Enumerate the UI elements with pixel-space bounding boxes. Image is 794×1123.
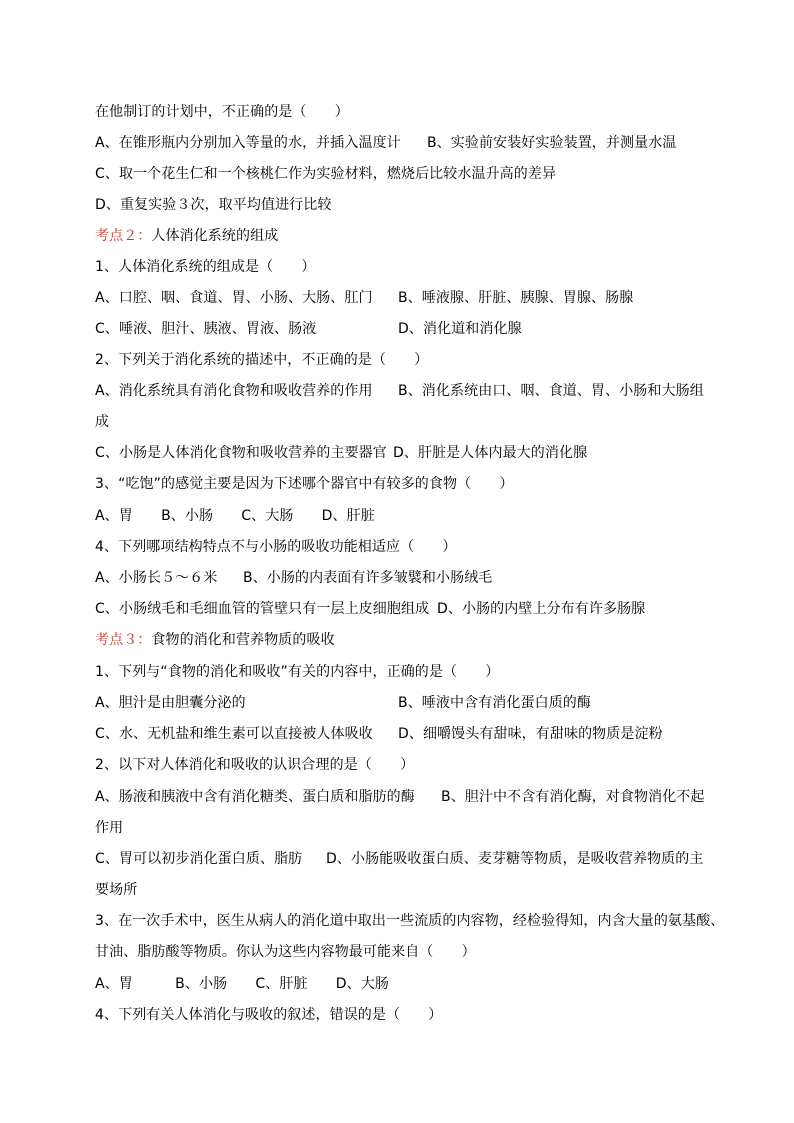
question-stem: 3、“吃饱”的感觉主要是因为下述哪个器官中有较多的食物（ ）: [95, 476, 514, 492]
question-stem: 1、人体消化系统的组成是（ ）: [95, 259, 316, 275]
option-line: A、在锥形瓶内分别加入等量的水，并插入温度计 B、实验前安装好实验装置，并测量水温: [95, 135, 677, 151]
option-continuation: 作用: [95, 820, 124, 836]
section-label: 考点３：: [95, 632, 152, 648]
option-right: B、实验前安装好实验装置，并测量水温: [427, 135, 677, 151]
option-line: A、口腔、咽、食道、胃、小肠、大肠、肛门 B、唾液腺、肝脏、胰腺、胃腺、肠腺: [95, 290, 634, 306]
option-right: D、细嚼馒头有甜味，有甜味的物质是淀粉: [398, 726, 663, 742]
option-continuation: 成: [95, 414, 110, 430]
question-stem: 3、在一次手术中，医生从病人的消化道中取出一些流质的内容物，经检验得知，内含大量的氨基酸、: [95, 913, 725, 929]
option-line: A、小肠长５～６米 B、小肠的内表面有许多皱襞和小肠绒毛: [95, 570, 493, 586]
option-line: C、水、无机盐和维生素可以直接被人体吸收 D、细嚼馒头有甜味，有甜味的物质是淀粉: [95, 726, 663, 742]
option-continuation: 要场所: [95, 882, 138, 898]
option-right: B、唾液腺、肝脏、胰腺、胃腺、肠腺: [398, 290, 634, 306]
option-line: D、重复实验３次，取平均值进行比较: [95, 197, 332, 213]
option-line: A、胃 B、小肠 C、肝脏 D、大肠: [95, 976, 389, 992]
option-right: B、小肠的内表面有许多皱襞和小肠绒毛: [243, 570, 493, 586]
option-right: D、肝脏是人体内最大的消化腺: [393, 445, 588, 461]
option-line: A、肠液和胰液中含有消化糖类、蛋白质和脂肪的酶 B、胆汁中不含有消化酶，对食物消化不起: [95, 789, 705, 805]
option-line: A、胃 B、小肠 C、大肠 D、肝脏: [95, 508, 375, 524]
option-line: C、小肠绒毛和毛细血管的管壁只有一层上皮细胞组成 D、小肠的内壁上分布有许多肠腺: [95, 601, 646, 617]
option-line: C、小肠是人体消化食物和吸收营养的主要器官 D、肝脏是人体内最大的消化腺: [95, 445, 588, 461]
question-stem: 2、以下对人体消化和吸收的认识合理的是（ ）: [95, 757, 415, 773]
option-line: A、消化系统具有消化食物和吸收营养的作用 B、消化系统由口、咽、食道、胃、小肠和大肠组: [95, 383, 704, 399]
section-title: 食物的消化和营养物质的吸收: [151, 632, 335, 648]
option-line: C、唾液、胆汁、胰液、胃液、肠液 D、消化道和消化腺: [95, 321, 522, 337]
question-stem: 4、下列有关人体消化与吸收的叙述，错误的是（ ）: [95, 1007, 443, 1023]
option-right: D、消化道和消化腺: [398, 321, 522, 337]
option-right: D、小肠的内壁上分布有许多肠腺: [437, 601, 646, 617]
section-title: 人体消化系统的组成: [151, 228, 279, 244]
option-right: B、胆汁中不含有消化酶，对食物消化不起: [441, 789, 705, 805]
section-heading: [95, 226, 278, 246]
question-stem-continuation: 甘油、脂肪酸等物质。你认为这些内容物最可能来自（ ）: [95, 944, 476, 960]
option-right: B、消化系统由口、咽、食道、胃、小肠和大肠组: [398, 383, 704, 399]
option-line: A、胆汁是由胆囊分泌的 B、唾液中含有消化蛋白质的酶: [95, 695, 592, 711]
option-right: D、小肠能吸收蛋白质、麦芽糖等物质，是吸收营养物质的主: [326, 851, 704, 867]
question-stem: 1、下列与“食物的消化和吸收”有关的内容中，正确的是（ ）: [95, 664, 500, 680]
question-stem: 在他制订的计划中，不正确的是（ ）: [95, 104, 349, 120]
section-label: 考点２：: [95, 228, 152, 244]
option-line: C、胃可以初步消化蛋白质、脂肪 D、小肠能吸收蛋白质、麦芽糖等物质，是吸收营养物质的主: [95, 851, 704, 867]
section-heading: [95, 630, 335, 650]
option-line: C、取一个花生仁和一个核桃仁作为实验材料，燃烧后比较水温升高的差异: [95, 166, 557, 182]
option-right: B、唾液中含有消化蛋白质的酶: [398, 695, 592, 711]
question-stem: 2、下列关于消化系统的描述中，不正确的是（ ）: [95, 352, 429, 368]
question-stem: 4、下列哪项结构特点不与小肠的吸收功能相适应（ ）: [95, 539, 457, 555]
